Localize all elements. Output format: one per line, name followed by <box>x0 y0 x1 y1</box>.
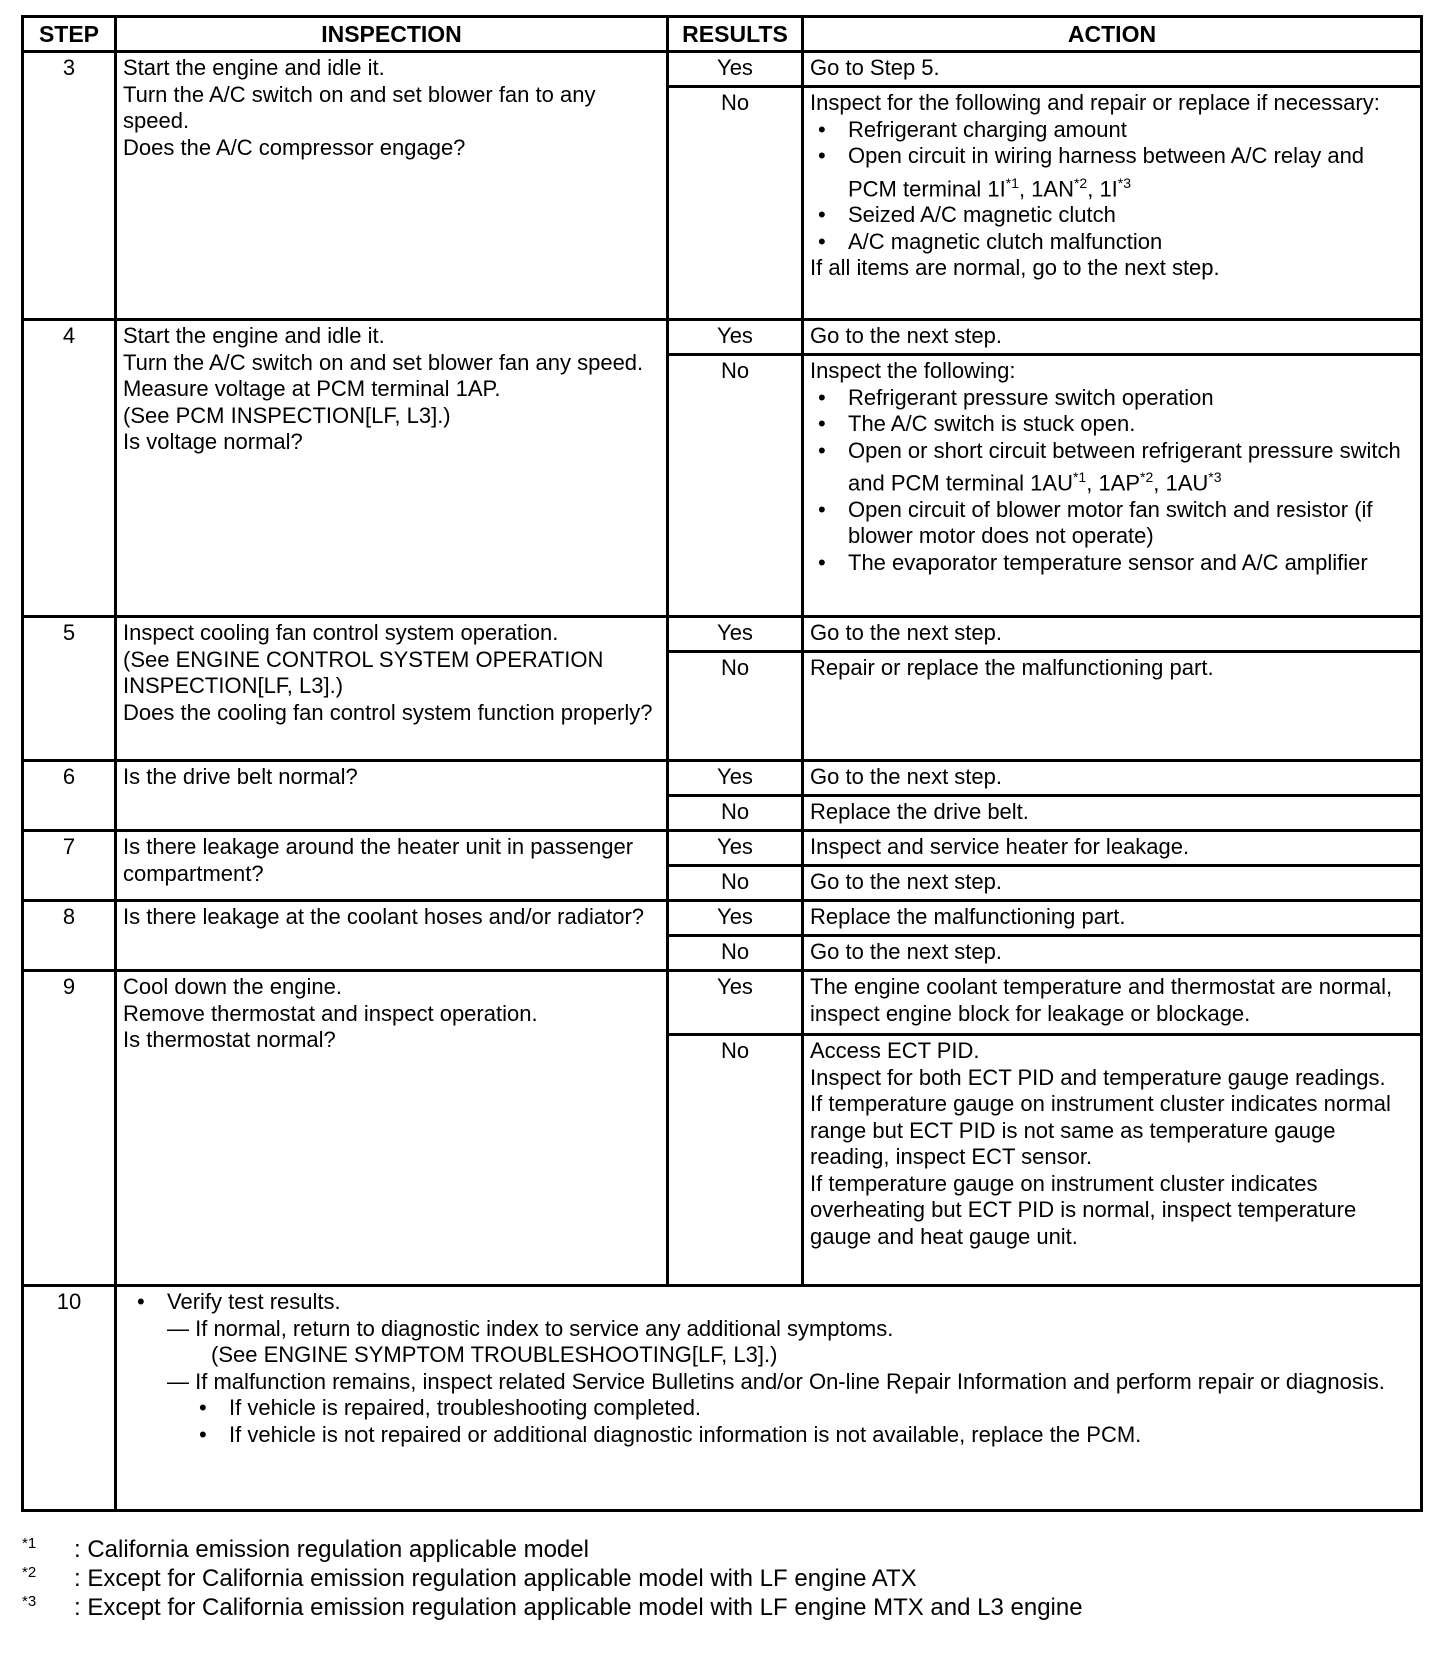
reference-text: (See ENGINE SYMPTOM TROUBLESHOOTING[LF, L3].) <box>211 1342 778 1367</box>
results-cell <box>669 762 1420 829</box>
results-cell <box>669 902 1420 969</box>
footnote-mark: *2 <box>22 1564 37 1581</box>
action-text: Inspect and service heater for leakage. <box>810 834 1190 859</box>
step-number: 10 <box>24 1287 117 1509</box>
results-cell <box>669 972 1420 1284</box>
inspection-line: Is there leakage at the coolant hoses and/or radiator? <box>123 904 645 929</box>
inspection-line: Cool down the engine. <box>123 974 342 999</box>
action-text <box>804 356 1420 615</box>
bullet-item: • Refrigerant charging amount <box>848 117 1414 144</box>
inspection-line: Is thermostat normal? <box>123 1027 336 1052</box>
result-no <box>669 797 1420 829</box>
result-yes <box>669 902 1420 937</box>
inspection-line: Turn the A/C switch on and set blower fan any speed. <box>123 349 644 375</box>
result-label: No <box>669 653 804 759</box>
result-label: Yes <box>669 902 804 934</box>
footnote-text: : Except for California emission regulation applicable model with LF engine ATX <box>74 1565 917 1592</box>
inspection-cell <box>117 618 669 759</box>
inspection-line: Start the engine and idle it. <box>123 55 385 80</box>
bullet-item: • Seized A/C magnetic clutch <box>848 202 1414 229</box>
results-cell <box>669 832 1420 899</box>
result-no <box>669 653 1420 759</box>
result-yes <box>669 762 1420 797</box>
step10-bullets <box>129 1289 1414 1316</box>
header-step: STEP <box>24 18 117 51</box>
footnotes <box>22 1535 1083 1622</box>
step10-cell <box>117 1287 1420 1509</box>
action-text: The engine coolant temperature and thermostat are normal, inspect engine block for leakage or blockage. <box>810 974 1393 1026</box>
bullet-item: • If vehicle is not repaired or additional diagnostic information is not available, replace the PCM. <box>229 1422 1414 1449</box>
action-text: Go to the next step. <box>810 323 1003 348</box>
table-row-step-4 <box>24 321 1420 618</box>
bullet-item: • Open circuit of blower motor fan switch and resistor (if blower motor does not operate) <box>848 497 1414 550</box>
header-results: RESULTS <box>669 18 804 51</box>
table-row-step-10 <box>24 1287 1420 1509</box>
step-number: 4 <box>24 321 117 615</box>
result-label: Yes <box>669 832 804 864</box>
action-text: Go to the next step. <box>810 764 1003 789</box>
footnote-mark: *1 <box>22 1535 37 1552</box>
action-text: Replace the malfunctioning part. <box>810 904 1126 929</box>
result-no <box>669 88 1420 318</box>
inspection-line: Is there leakage around the heater unit in passenger compartment? <box>123 834 634 886</box>
table-row-step-9 <box>24 972 1420 1287</box>
action-line: If temperature gauge on instrument cluster indicates overheating but ECT PID is normal, inspect temperature gauge and heat gauge unit. <box>810 1170 1357 1249</box>
footnote <box>22 1564 1083 1593</box>
result-label: No <box>669 937 804 969</box>
action-intro: Inspect for the following and repair or replace if necessary: <box>810 90 1380 115</box>
inspection-line: Does the A/C compressor engage? <box>123 134 466 160</box>
action-text <box>804 88 1420 318</box>
result-label: Yes <box>669 762 804 794</box>
table-row-step-3 <box>24 53 1420 321</box>
step-number: 9 <box>24 972 117 1284</box>
bullet-item: • Open circuit in wiring harness between A/C relay and PCM terminal $1I^{*1}$, 1AN$^{*2}$, $1I^{*3}$ <box>848 143 1414 202</box>
action-line: Inspect for both ECT PID and temperature gauge readings. <box>810 1064 1386 1090</box>
inspection-line: Inspect cooling fan control system operation. <box>123 620 559 645</box>
result-label: Yes <box>669 53 804 85</box>
table-row-step-5 <box>24 618 1420 762</box>
results-cell <box>669 618 1420 759</box>
bullet-item: • If vehicle is repaired, troubleshooting completed. <box>229 1395 1414 1422</box>
result-no <box>669 867 1420 899</box>
inspection-cell <box>117 902 669 969</box>
action-bullets <box>810 117 1414 256</box>
result-label: Yes <box>669 972 804 1033</box>
step10-sub-bullets <box>129 1395 1414 1448</box>
footnote <box>22 1535 1083 1564</box>
step-number: 3 <box>24 53 117 318</box>
result-no <box>669 356 1420 615</box>
inspection-line: Start the engine and idle it. <box>123 323 385 348</box>
table-header <box>24 18 1420 53</box>
table-row-step-6 <box>24 762 1420 832</box>
result-yes <box>669 832 1420 867</box>
inspection-cell <box>117 53 669 318</box>
inspection-cell <box>117 832 669 899</box>
inspection-cell <box>117 762 669 829</box>
dash-item: — If normal, return to diagnostic index to service any additional symptoms. <box>167 1315 894 1341</box>
inspection-line: Is voltage normal? <box>123 429 303 454</box>
result-label: No <box>669 356 804 615</box>
action-text: Repair or replace the malfunctioning part. <box>810 655 1214 680</box>
table-row-step-7 <box>24 832 1420 902</box>
step-number: 5 <box>24 618 117 759</box>
header-action: ACTION <box>1067 21 1157 47</box>
inspection-line: Is the drive belt normal? <box>123 764 358 789</box>
action-text: Go to Step 5. <box>810 55 940 80</box>
bullet-item: • Open or short circuit between refrigerant pressure switch and PCM terminal 1AU$^{*1}$, 1AP$^{*2}$, 1AU$^{*3}$ <box>848 438 1414 497</box>
action-text: Go to the next step. <box>810 620 1003 645</box>
inspection-line: Measure voltage at PCM terminal 1AP. <box>123 376 501 401</box>
action-text <box>804 1036 1420 1284</box>
dash-item: — If malfunction remains, inspect related Service Bulletins and/or On-line Repair Information and perform repair or diagnosis. <box>167 1368 1385 1394</box>
action-text: Go to the next step. <box>810 869 1003 894</box>
action-outro: If all items are normal, go to the next step. <box>810 255 1220 281</box>
bullet-item: • Verify test results. <box>167 1289 1414 1316</box>
inspection-line: (See PCM INSPECTION[LF, L3].) <box>123 402 451 428</box>
action-line: If temperature gauge on instrument cluster indicates normal range but ECT PID is not same as temperature gauge reading, inspect ECT sensor. <box>810 1091 1391 1169</box>
diagnostic-table <box>21 15 1423 1512</box>
result-label: Yes <box>669 618 804 650</box>
step-number: 8 <box>24 902 117 969</box>
inspection-cell <box>117 321 669 615</box>
result-no <box>669 1036 1420 1284</box>
action-intro: Inspect the following: <box>810 358 1016 383</box>
inspection-line: (See ENGINE CONTROL SYSTEM OPERATION INSPECTION[LF, L3].) <box>123 646 604 698</box>
header-inspection: INSPECTION <box>117 18 669 51</box>
result-yes <box>669 321 1420 356</box>
result-yes <box>669 618 1420 653</box>
step-number: 6 <box>24 762 117 829</box>
result-label: No <box>669 88 804 318</box>
bullet-item: • A/C magnetic clutch malfunction <box>848 229 1414 256</box>
bullet-item: • Refrigerant pressure switch operation <box>848 385 1414 412</box>
action-text: Replace the drive belt. <box>810 799 1029 824</box>
action-text: Go to the next step. <box>810 939 1003 964</box>
bullet-item: • The A/C switch is stuck open. <box>848 411 1414 438</box>
footnote-text: : Except for California emission regulation applicable model with LF engine MTX and L3 engine <box>74 1594 1083 1621</box>
result-label: No <box>669 797 804 829</box>
footnote <box>22 1593 1083 1622</box>
result-yes <box>669 53 1420 88</box>
table-row-step-8 <box>24 902 1420 972</box>
result-yes <box>669 972 1420 1036</box>
inspection-line: Does the cooling fan control system function properly? <box>123 699 653 725</box>
inspection-line: Turn the A/C switch on and set blower fan to any speed. <box>123 81 596 133</box>
result-no <box>669 937 1420 969</box>
inspection-line: Remove thermostat and inspect operation. <box>123 1000 538 1026</box>
results-cell <box>669 53 1420 318</box>
action-bullets <box>810 385 1414 577</box>
action-line: Access ECT PID. <box>810 1038 980 1063</box>
result-label: No <box>669 1036 804 1284</box>
footnote-text: : California emission regulation applicable model <box>74 1536 589 1563</box>
footnote-mark: *3 <box>22 1593 37 1610</box>
step-number: 7 <box>24 832 117 899</box>
results-cell <box>669 321 1420 615</box>
result-label: Yes <box>669 321 804 353</box>
bullet-item: • The evaporator temperature sensor and A/C amplifier <box>848 550 1414 577</box>
result-label: No <box>669 867 804 899</box>
inspection-cell <box>117 972 669 1284</box>
